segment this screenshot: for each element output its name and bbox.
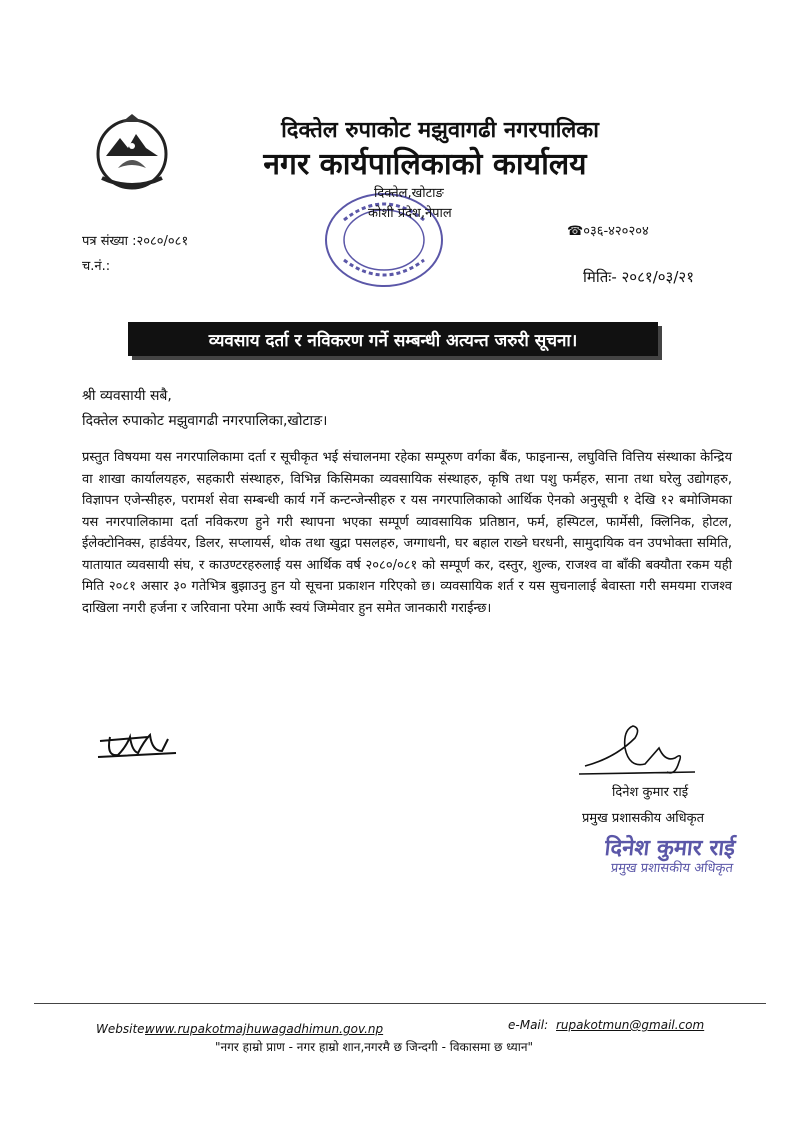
reference-number: पत्र संख्या :२०८०/०८१ bbox=[82, 234, 189, 249]
signature-mark bbox=[575, 718, 705, 780]
initials-mark bbox=[96, 727, 186, 761]
notice-title-banner bbox=[128, 322, 658, 356]
signatory-title: प्रमुख प्रशासकीय अधिकृत bbox=[582, 811, 705, 826]
office-address-district: दिक्तेल,खोटाङ bbox=[374, 186, 444, 201]
email-label: e-Mail: bbox=[508, 1018, 549, 1032]
signatory-name: दिनेश कुमार राई bbox=[612, 785, 689, 800]
office-name: दिक्तेल रुपाकोट मझुवागढी नगरपालिका bbox=[281, 118, 599, 143]
nepal-emblem-icon bbox=[92, 112, 172, 192]
municipality-motto: "नगर हाम्रो प्राण - नगर हाम्रो शान,नगरमै छ जिन्दगी - विकासमा छ ध्यान" bbox=[215, 1040, 534, 1054]
website-link[interactable]: www.rupakotmajhuwagadhimun.gov.np bbox=[145, 1022, 384, 1036]
phone-number: ☎०३६-४२०२०४ bbox=[567, 224, 649, 239]
website-label: Website: bbox=[96, 1022, 149, 1036]
office-address-province: कोशी प्रदेश,नेपाल bbox=[368, 206, 452, 221]
footer-divider bbox=[34, 1003, 766, 1004]
office-title: नगर कार्यपालिकाको कार्यालय bbox=[263, 147, 587, 182]
recipient-line: दिक्तेल रुपाकोट मझुवागढी नगरपालिका,खोटाङ। bbox=[82, 413, 328, 429]
notice-title: व्यवसाय दर्ता र नविकरण गर्ने सम्बन्धी अत्यन्त जरुरी सूचना। bbox=[208, 330, 578, 351]
name-stamp: दिनेश कुमार राई bbox=[603, 836, 737, 861]
title-stamp: प्रमुख प्रशासकीय अधिकृत bbox=[610, 861, 734, 876]
notice-body: प्रस्तुत विषयमा यस नगरपालिकामा दर्ता र सूचीकृत भई संचालनमा रहेका सम्पूरुण वर्गका बैंक, फाइनान्स, लघुवित्ति वित्तिय संस्थाका केन्द्रिय वा शाखा कार्यालयहरु, सहकारी संस्थाहरु, विभिन्न किसिमका व्यवसायिक संस्थाहरु, कृषि तथा पशु फर्महरु, साना तथा घरेलु उद्योगहरु, विज्ञापन एजेन्सीहरु, परामर्श सेवा सम्बन्धी कार्य गर्ने कन्टन्जेन्सीहरु र यस नगरपालिकाको आर्थिक ऐनको अनुसूची १ देखि १२ बमोजिमका यस नगरपालिकामा दर्ता नविकरण हुने गरी स्थापना भएका सम्पूर्ण व्यावसायिक प्रतिष्ठान, फर्म, हस्पिटल, फार्मेसी, क्लिनिक, होटल, ईलेक्टोनिक्स, हार्डवेयर, डिलर, सप्लायर्स, थोक तथा खुद्रा पसलहरु, जग्गाधनी, घर बहाल राख्ने घरधनी, सामुदायिक वन उपभोक्ता समिति, यातायात व्यवसायी संघ, र काउण्टरहरुलाई यस आर्थिक वर्ष २०८०/०८१ को सम्पूर्ण कर, दस्तुर, शुल्क, राजश्व वा बाँकी बक्यौता रकम यही मिति २०८१ असार ३० गतेभित्र बुझाउनु हुन यो सूचना प्रकाशन गरिएको छ। व्यवसायिक शर्त र यस सुचनालाई बेवास्ता गरी समयमा राजश्व दाखिला नगरी हर्जना र जरिवाना परेमा आफैं स्वयं जिम्मेवार हुन समेत जानकारी गराईन्छ। bbox=[82, 450, 732, 616]
salutation: श्री व्यवसायी सबै, bbox=[82, 388, 172, 404]
email-link[interactable]: rupakotmun@gmail.com bbox=[556, 1018, 705, 1032]
letter-date: मितिः- २०८१/०३/२१ bbox=[583, 268, 695, 286]
dispatch-number: च.नं.: bbox=[82, 259, 111, 274]
